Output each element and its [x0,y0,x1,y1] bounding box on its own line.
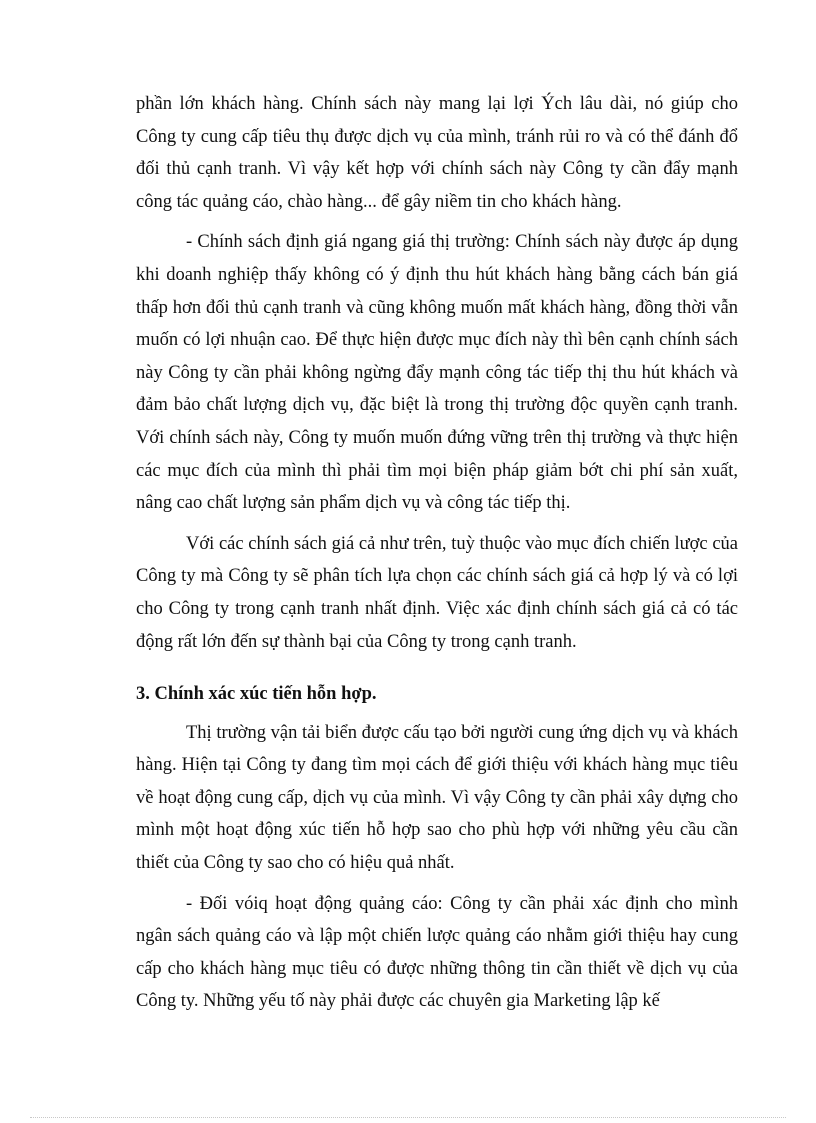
paragraph-advertising: - Đối vóiq hoạt động quảng cáo: Công ty cần phải xác định cho mình ngân sách quảng cáo và lập một chiến lược quảng cáo nhằm giới thiệu hay cung cấp cho khách hàng mục tiêu có được những thông tin cần thiết về dịch vụ của Công ty. Những yếu tố này phải được các chuyên gia Marketing lập kế [136,893,738,1012]
paragraph-shipping-market: Thị trường vận tải biển được cấu tạo bởi người cung ứng dịch vụ và khách hàng. Hiện tại Công ty đang tìm mọi cách để giới thiệu với khách hàng mục tiêu về hoạt động cung cấp, dịch vụ của mình. Vì vậy Công ty cần phải xây dựng cho mình một hoạt động xúc tiến hỗ hợp sao cho phù hợp với những yêu cầu cần thiết của Công ty sao cho có hiệu quả nhất. [136,722,738,874]
section-heading-promotion: 3. Chính xác xúc tiến hỗn hợp. [136,684,377,705]
document-body [136,88,738,1026]
page-bottom-dotted-divider [30,1117,786,1118]
paragraph-pricing-benefits: phần lớn khách hàng. Chính sách này mang lại lợi Ých lâu dài, nó giúp cho Công ty cung cấp tiêu thụ được dịch vụ của mình, tránh rủi ro và có thể đánh đổ đối thủ cạnh tranh. Vì vậy kết hợp với chính sách này Công ty cần đẩy mạnh công tác quảng cáo, chào hàng... để gây niềm tin cho khách hàng. [136,94,738,212]
paragraph-pricing-summary: Với các chính sách giá cả như trên, tuỳ thuộc vào mục đích chiến lược của Công ty mà Công ty sẽ phân tích lựa chọn các chính sách giá cả hợp lý và có lợi cho Công ty trong cạnh tranh nhất định. Việc xác định chính sách giá cả có tác động rất lớn đến sự thành bại của Công ty trong cạnh tranh. [136,533,738,652]
paragraph-market-price-policy: - Chính sách định giá ngang giá thị trường: Chính sách này được áp dụng khi doanh nghiệp thấy không có ý định thu hút khách hàng bằng cách bán giá thấp hơn đối thủ cạnh tranh và cũng không muốn mất khách hàng, đồng thời vẫn muốn có lợi nhuận cao. Để thực hiện được mục đích này thì bên cạnh chính sách này Công ty cần phải không ngừng đẩy mạnh công tác tiếp thị thu hút khách và đảm bảo chất lượng dịch vụ, đặc biệt là trong thị trường độc quyền cạnh tranh. Với chính sách này, Công ty muốn muốn đứng vững trên thị trường và thực hiện các mục đích của mình thì phải tìm mọi biện pháp giảm bớt chi phí sản xuất, nâng cao chất lượng sản phẩm dịch vụ và công tác tiếp thị. [136,232,738,514]
